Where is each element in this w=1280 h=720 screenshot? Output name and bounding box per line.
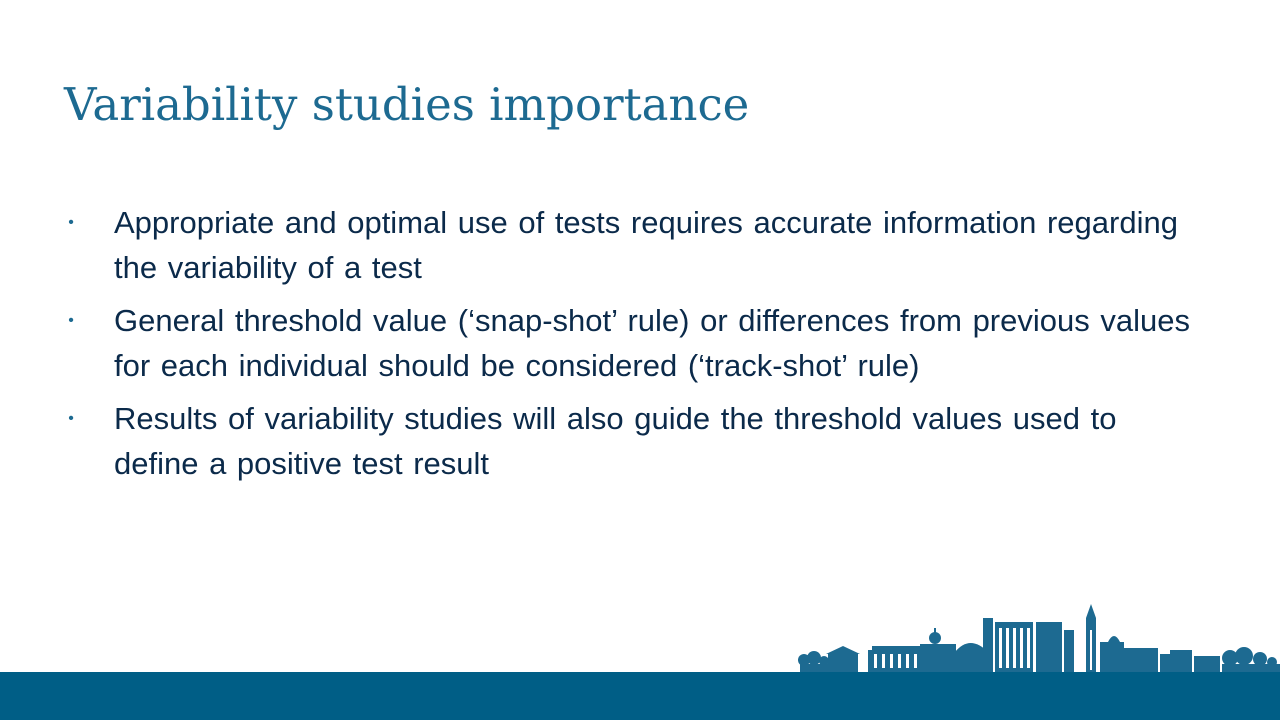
city-skyline-icon [790, 600, 1280, 680]
bullet-item [64, 396, 1204, 486]
bullet-dot-icon: • [68, 410, 74, 427]
bullet-text: Appropriate and optimal use of tests requires accurate information regarding the variability of a test [114, 205, 1178, 285]
bullet-item [64, 200, 1204, 290]
bullet-dot-icon: • [68, 312, 74, 329]
footer-bar [0, 672, 1280, 720]
slide-title: Variability studies importance [64, 78, 750, 131]
bullet-item [64, 298, 1204, 388]
bullet-list [64, 200, 1204, 494]
bullet-dot-icon: • [68, 214, 74, 231]
bullet-text: Results of variability studies will also guide the threshold values used to define a positive test result [114, 401, 1117, 481]
bullet-text: General threshold value (‘snap-shot’ rule) or differences from previous values for each individual should be considered (‘track-shot’ rule) [114, 303, 1190, 383]
